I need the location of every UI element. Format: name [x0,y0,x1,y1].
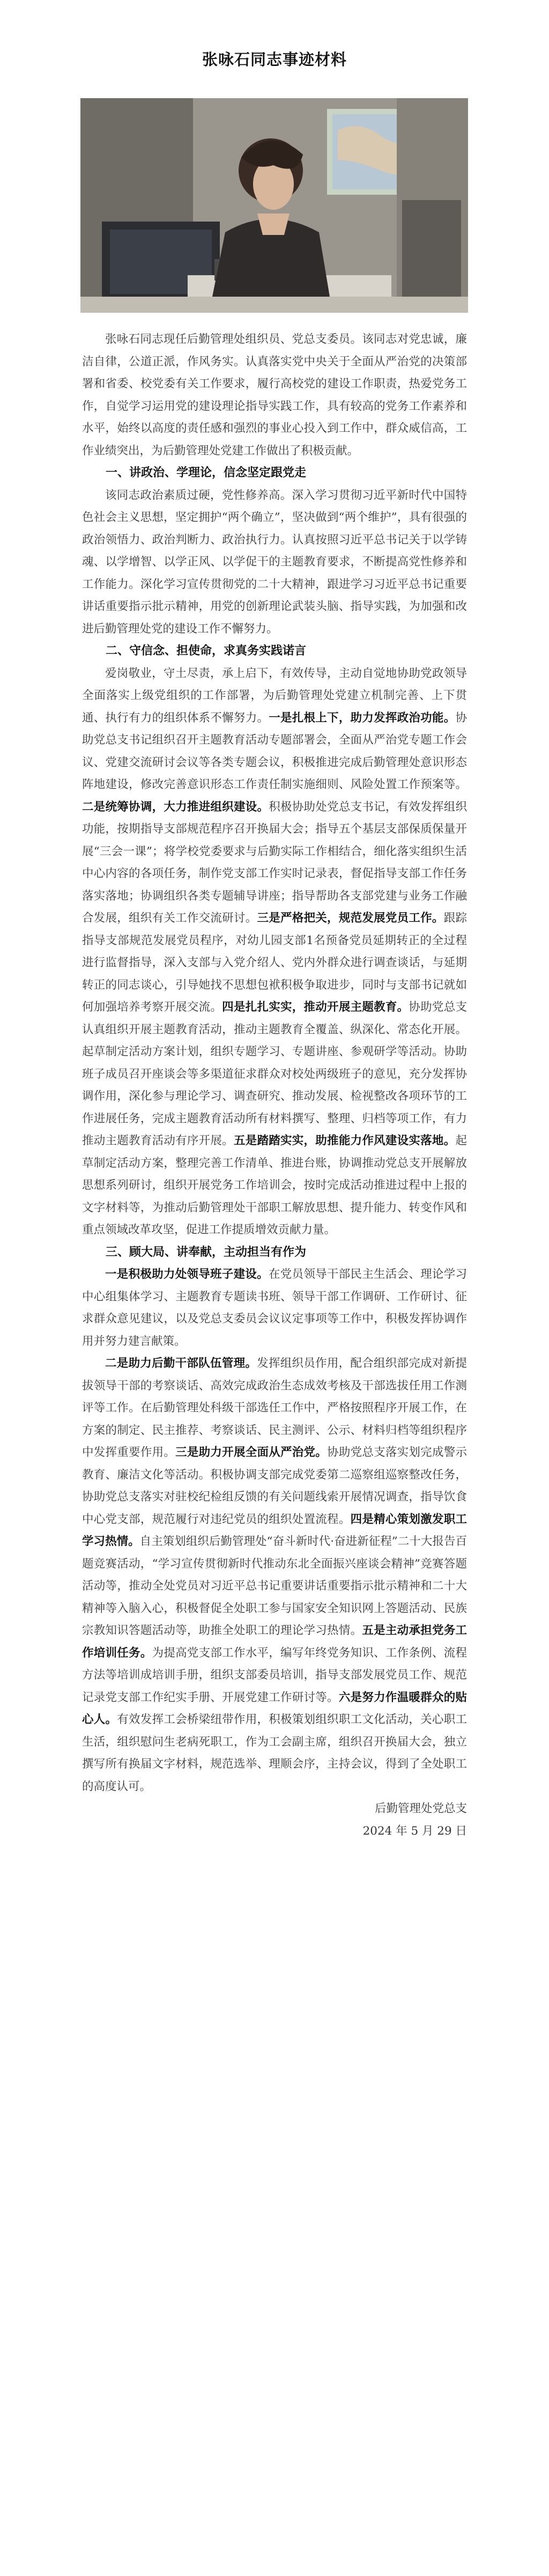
paragraph-lead: 六是努力作温暖群众的贴心人。 [82,1690,467,1726]
signature-date: 2024 年 5 月 29 日 [362,1824,467,1838]
paragraph-text: 积极协助处党总支书记，有效发挥组织功能，按期指导支部规范程序召开换届大会；指导五个基层支部保质保量开展“三会一课”；将学校党委要求与后勤实际工作相结合，细化落实组织生活中心内容的各项任务，制作党支部工作实时记录表，督促指导支部工作任务落实落地；协调组织各类专题辅导讲座；指导帮助各支部党建与业务工作融合发展，组织有关工作交流研讨。 [82,800,467,925]
paragraph-lead: 一是扎根上下，助力发挥政治功能。 [269,711,456,725]
paragraph-lead: 二是助力后勤干部队伍管理。 [105,1357,257,1370]
paragraph-lead: 二是统筹协调，大力推进组织建设。 [82,800,269,814]
paragraph-text: 协助党总支认真组织开展主题教育活动，推动主题教育全覆盖、纵深化、常态化开展。起草制定活动方案计划，组织专题学习、专题讲座、参观研学等活动。协助班子成员召开座谈会等多渠道征求群众对校处两级班子的意见，充分发挥协调作用，深化参与理论学习、调查研究、推动发展、检视整改各项环节的工作进展任务，完成主题教育活动所有材料撰写、整理、归档等项工作，有力推动主题教育活动有序开展。 [82,1000,467,1147]
paragraph [82,663,467,1241]
paragraph-text: 发挥组织员作用，配合组织部完成对新提拔领导干部的考察谈话、高效完成政治生态成效考核及干部选拔任用工作测评等工作。在后勤管理处科级干部选任工作中，严格按照程序开展工作，在方案的制定、民主推荐、考察谈话、民主测评、公示、材料归档等组织程序中发挥重要作用。 [82,1357,467,1459]
paragraph-text: 自主策划组织后勤管理处“奋斗新时代·奋进新征程”二十大报告百题竞赛活动，“学习宣传贯彻新时代推动东北全面振兴座谈会精神”竞赛答题活动等，推动全处党员对习近平总书记重要讲话重要指示批示精神和二十大精神等入脑入心，积极督促全处职工参与国家安全知识网上答题活动、民族宗教知识答题活动等，助推全处职工的理论学习热情。 [82,1535,467,1637]
paragraph-lead: 三是助力开展全面从严治党。 [175,1446,328,1459]
paragraph-text: 起草制定活动方案，整理完善工作清单、推进台账，协调推动党总支开展解放思想系列研讨，组织开展党务工作培训会，按时完成活动推进过程中上报的文字材料等，为推动后勤管理处干部职工解放思想、提升能力、转变作风和重点领域改革攻坚，促进工作提质增效贡献力量。 [82,1134,467,1237]
paragraph-text: 在党员领导干部民主生活会、理论学习中心组集体学习、主题教育专题读书班、领导干部工作调研、工作研讨、征求群众意见建议，以及党总支委员会议议定事项等工作中，积极发挥协调作用并努力建言献策。 [82,1268,467,1348]
paragraph-text: 为提高党支部工作水平，编写年终党务知识、工作条例、流程方法等培训成培训手册，组织支部委员培训，指导支部发展党员工作、规范记录党支部工作纪实手册、开展党建工作研讨等。 [82,1646,467,1704]
paragraph-text: 爱岗敬业，守土尽责，承上启下，有效传导，主动自觉地协助党政领导全面落实上级党组织的工作部署，为后勤管理处党建立机制完善、上下贯通、执行有力的组织体系不懈努力。 [82,666,467,725]
paragraph-text: 该同志政治素质过硬，党性修养高。深入学习贯彻习近平新时代中国特色社会主义思想，坚定拥护“两个确立”，坚决做到“两个维护”，具有很强的政治领悟力、政治判断力、政治执行力。认真按照习近平总书记关于以学铸魂、以学增智、以学正风、以学促干的主题教育要求，不断提高党性修养和工作能力。深化学习宣传贯彻党的二十大精神，跟进学习习近平总书记重要讲话重要指示批示精神，用党的创新理论武装头脑、指导实践，为加强和改进后勤管理处党的建设工作不懈努力。 [82,488,467,636]
paragraph-lead: 一是积极助力处领导班子建设。 [105,1268,269,1281]
page-title: 张咏石同志事迹材料 [202,50,347,69]
paragraph-lead: 四是扎扎实实，推动开展主题教育。 [222,1000,409,1014]
intro-paragraph: 张咏石同志现任后勤管理处组织员、党总支委员。该同志对党忠诚，廉洁自律，公道正派，作风务实。认真落实党中央关于全面从严治党的决策部署和省委、校党委有关工作要求，履行高校党的建设工作职责，热爱党务工作，自觉学习运用党的建设理论指导实践工作，具有较高的党务工作素养和水平，始终以高度的责任感和强烈的事业心投入到工作中，群众威信高，工作业绩突出，为后勤管理处党建工作做出了积极贡献。 [82,333,467,458]
paragraph-lead: 五是主动承担党务工作培训任务。 [82,1624,467,1660]
section-2-heading: 二、守信念、担使命，求真务实践诺言 [106,644,307,658]
article-body [82,328,467,1842]
section-3-heading: 三、顾大局、讲奉献，主动担当有作为 [106,1245,307,1259]
paragraph [82,1352,467,1798]
signature-org: 后勤管理处党总支 [374,1802,467,1815]
paragraph-lead: 四是精心策划激发职工学习热情。 [82,1512,467,1548]
paragraph [82,1263,467,1352]
portrait-photo [80,98,468,313]
paragraph [82,484,467,641]
section-1-heading: 一、讲政治、学理论，信念坚定跟党走 [106,466,307,480]
paragraph-lead: 五是踏踏实实，助推能力作风建设实落地。 [233,1134,456,1147]
paragraph-text: 协助党总支书记组织召开主题教育活动专题部署会，全面从严治党专题工作会议、党建交流研讨会议等各类专题会议，积极推进完成后勤管理处意识形态阵地建设，修改完善意识形态工作责任制实施细则、风险处置工作预案等。 [82,711,467,791]
paragraph-text: 协助党总支落实划完成警示教育、廉洁文化等活动。积极协调支部完成党委第二巡察组巡察整改任务，协助党总支落实对驻校纪检组反馈的有关问题线索开展情况调查，指导饮食中心党支部，规范履行对违纪党员的组织处置流程。 [82,1446,467,1526]
paragraph-text: 跟踪指导支部规范发展党员程序，对幼儿园支部1名预备党员延期转正的全过程进行监督指导，深入支部与入党介绍人、党内外群众进行调查谈话，与延期转正的同志谈心，引导她找不思想包袱积极争取进步，同时与支部书记就如何加强培养考察开展交流。 [82,911,467,1014]
paragraph-text: 有效发挥工会桥梁纽带作用，积极策划组织职工文化活动，关心职工生活，组织慰问生老病死职工，作为工会副主席，组织召开换届大会，独立撰写所有换届文字材料，规范选举、理顺会序，主持会议，得到了全处职工的高度认可。 [82,1713,467,1793]
paragraph-lead: 三是严格把关，规范发展党员工作。 [257,911,444,925]
